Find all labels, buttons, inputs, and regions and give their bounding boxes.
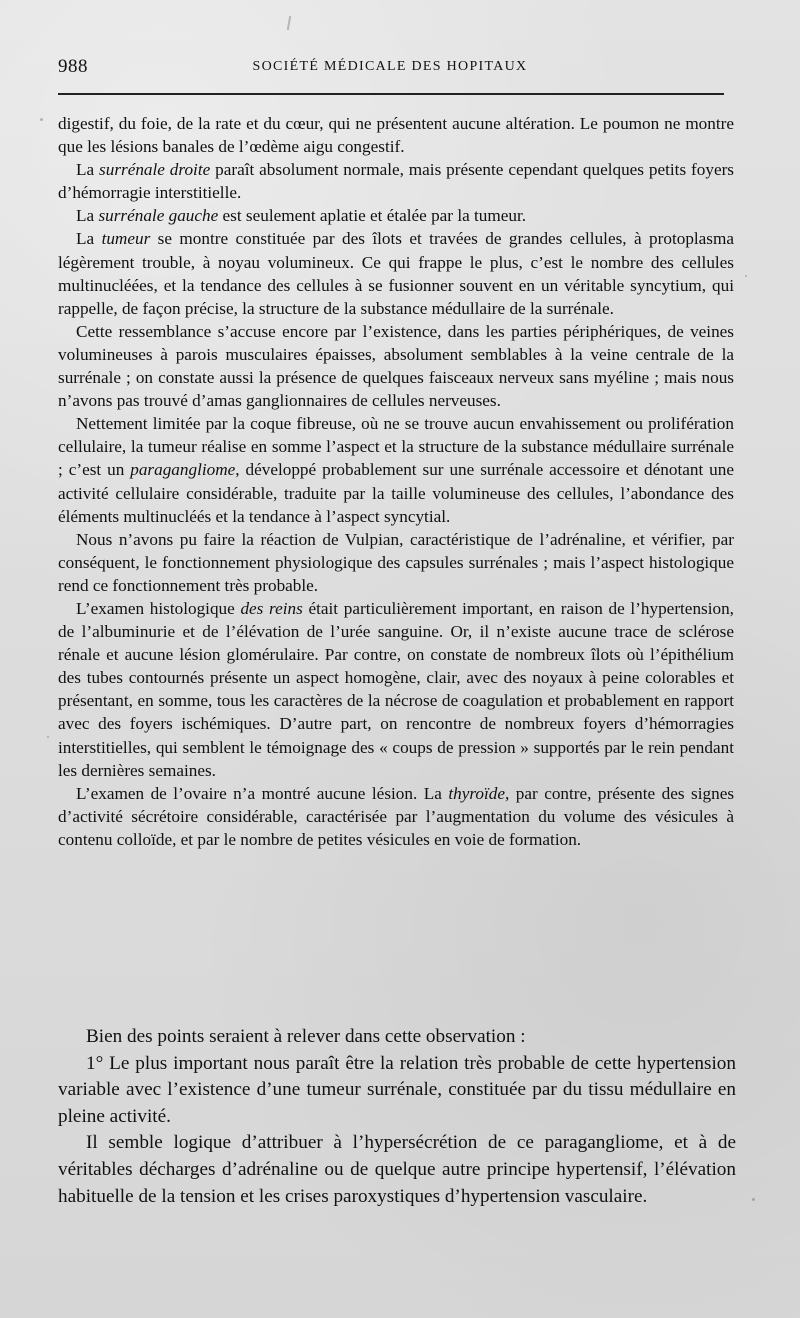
paragraph	[58, 204, 734, 227]
discussion-text	[58, 1024, 736, 1210]
paper-speck	[47, 736, 49, 738]
observation-text	[58, 112, 734, 851]
text-run: Cette ressemblance s’accuse encore par l’existence, dans les parties périphériques, de veines volumineuses à parois musculaires épaisses, absolument semblables à la veine centrale de la surrénale ; on constate aussi la présence de quelques faisceaux nerveux sans myéline ; mais nous n’avons pas trouvé d’amas ganglionnaires de cellules nerveuses.	[58, 321, 734, 411]
text-run: , par contre, présente des signes d’activité sécrétoire considérable, caractérisée par l’augmentation du volume des vésicules à contenu colloïde, et par le nombre de petites vésicules en voie de formation.	[58, 783, 735, 849]
paragraph	[58, 112, 734, 158]
italic-text-run: paragangliome	[130, 460, 236, 480]
text-run: Bien des points seraient à relever dans cette observation :	[86, 1026, 526, 1047]
paragraph	[58, 227, 734, 319]
text-run: L’examen de l’ovaire n’a montré aucune lésion. La	[76, 783, 449, 803]
text-run: est seulement aplatie et étalée par la tumeur.	[218, 206, 527, 226]
text-run: digestif, du foie, de la rate et du cœur, qui ne présentent aucune altération. Le poumon ne montre que les lésions banales de l’œdème aigu congestif.	[58, 114, 734, 157]
paragraph	[58, 597, 734, 782]
text-run: , développé probablement sur une surrénale accessoire et dénotant une activité cellulaire considérable, traduite par la taille volumineuse des cellules, l’abondance des éléments multinucléés et la tendance à l’aspect syncytial.	[58, 460, 734, 526]
italic-text-run: surrénale droite	[99, 160, 211, 180]
text-run: L’examen histologique	[76, 598, 241, 618]
paper-mark	[287, 16, 291, 30]
text-run: Nous n’avons pu faire la réaction de Vulpian, caractéristique de l’adrénaline, et vérifier, par conséquent, le fonctionnement physiologique des capsules surrénales ; mais l’aspect histologique rend ce fonctionnement très probable.	[58, 529, 734, 595]
text-run: 1° Le plus important nous paraît être la relation très probable de cette hypertension variable avec l’existence d’une tumeur surrénale, constituée par du tissu médullaire en pleine activité.	[58, 1052, 736, 1127]
text-run: La	[76, 229, 102, 249]
text-run: était particulièrement important, en raison de l’hypertension, de l’albuminurie et de l’élévation de l’urée sanguine. Or, il n’existe aucune trace de sclérose rénale et aucune lésion glomérulaire. Par contre, on constate de nombreux îlots où l’épithélium des tubes contournés présente un aspect homogène, clair, avec des noyaux à peine colorables et présentant, en somme, tous les caractères de la nécrose de coagulation et probablement en rapport avec des foyers ischémiques. D’autre part, on rencontre de nombreux foyers d’hémorragies interstitielles, qui semblent le témoignage des « coups de pression » supportés par le rein pendant les dernières semaines.	[58, 598, 734, 780]
italic-text-run: thyroïde	[448, 783, 505, 803]
paragraph	[58, 528, 734, 597]
discussion-paragraph	[58, 1130, 736, 1210]
text-run: Il semble logique d’attribuer à l’hypersécrétion de ce paragangliome, et à de véritables décharges d’adrénaline ou de quelque autre principe hypertensif, l’élévation habituelle de la tension et les crises paroxystiques d’hypertension vasculaire.	[58, 1132, 736, 1207]
text-run: paraît absolument normale, mais présente cependant quelques petits foyers d’hémorragie interstitielle.	[58, 160, 734, 203]
italic-text-run: surrénale gauche	[98, 206, 219, 226]
paragraph	[58, 412, 734, 527]
text-run: La	[76, 160, 100, 180]
paragraph	[58, 782, 734, 851]
text-run: Nettement limitée par la coque fibreuse, où ne se trouve aucun envahissement ou prolifération cellulaire, la tumeur réalise en somme l’aspect et la structure de la substance médullaire surrénale ; c’est un	[58, 414, 734, 480]
paper-speck	[40, 118, 43, 121]
running-head: SOCIÉTÉ MÉDICALE DES HOPITAUX	[252, 59, 528, 74]
italic-text-run: des reins	[240, 598, 303, 618]
paper-speck	[752, 1198, 755, 1201]
header-rule	[58, 93, 724, 95]
page-number: 988	[58, 56, 88, 77]
paper-speck	[745, 275, 747, 277]
discussion-paragraph	[58, 1024, 736, 1051]
paragraph	[58, 320, 734, 412]
page-header	[58, 56, 722, 90]
text-run: La	[76, 206, 99, 226]
text-run: se montre constituée par des îlots et travées de grandes cellules, à protoplasma légèrement trouble, à noyau volumineux. Ce qui frappe le plus, c’est le nombre des cellules multinucléées, et la tendance des cellules à se fusionner souvent en un véritable syncytium, qui rappelle, de façon précise, la structure de la substance médullaire de la surrénale.	[58, 229, 734, 318]
discussion-paragraph	[58, 1051, 736, 1131]
italic-text-run: tumeur	[101, 229, 151, 249]
paragraph	[58, 158, 734, 204]
